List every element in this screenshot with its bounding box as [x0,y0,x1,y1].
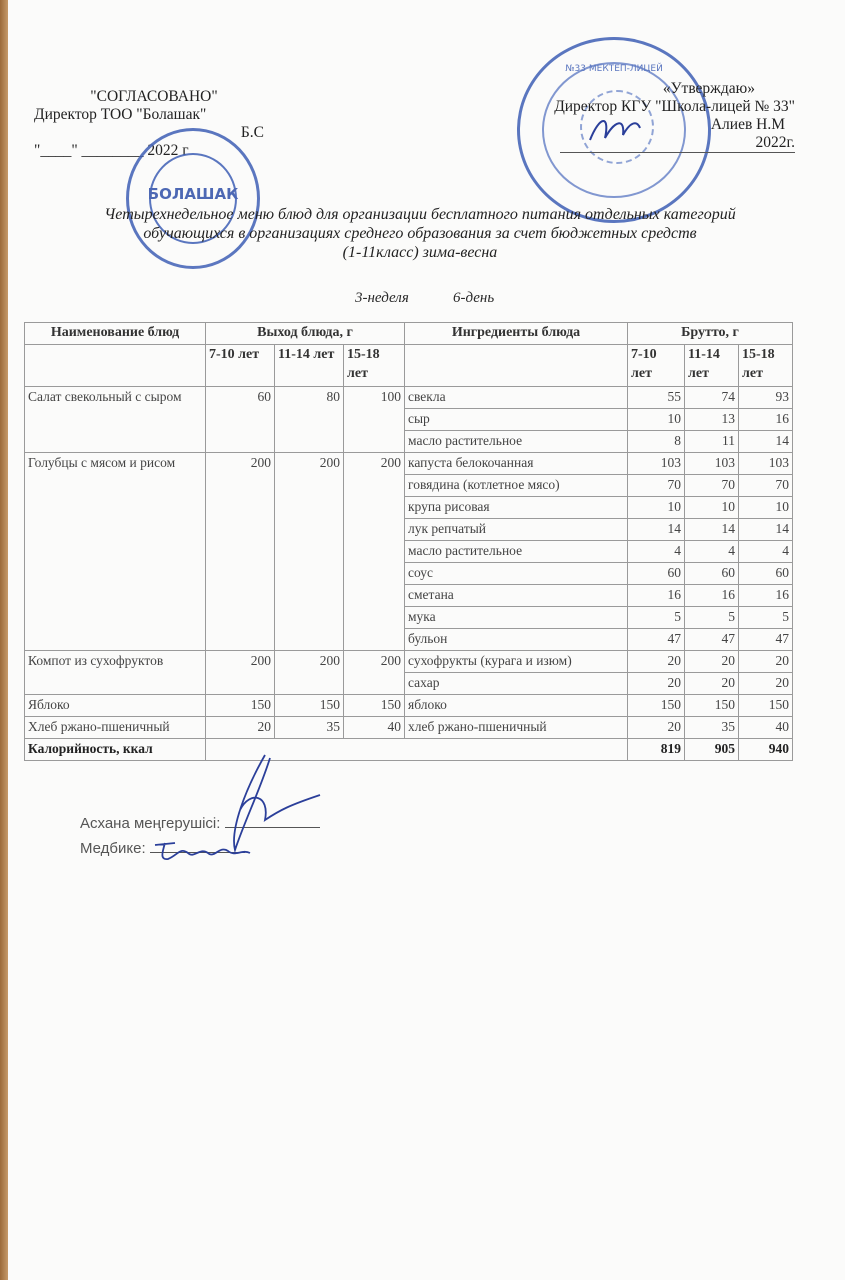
header-gross-age-3: 15-18 лет [739,345,793,387]
ingredient-gross-2: 5 [685,607,739,629]
ingredient-gross-1: 47 [628,629,685,651]
kitchen-head-text: Асхана меңгерушісі: [80,815,221,832]
document-title [60,205,780,262]
ingredient-gross-3: 4 [739,541,793,563]
ingredient-gross-2: 47 [685,629,739,651]
ingredient-gross-3: 20 [739,651,793,673]
stamp-bolashak-text: БОЛАШАК [147,185,239,203]
ingredient-gross-1: 20 [628,651,685,673]
approval-left-name: Б.С [240,124,264,141]
ingredient-gross-3: 70 [739,475,793,497]
ingredient-gross-2: 150 [685,695,739,717]
week-label: 3-неделя [355,290,409,306]
ingredient-gross-2: 11 [685,431,739,453]
ingredient-gross-3: 5 [739,607,793,629]
header-output-age-1: 7-10 лет [206,345,275,387]
header-output-age-2: 11-14 лет [275,345,344,387]
approval-right [530,80,795,153]
director-signature [585,110,645,150]
approval-right-position: Директор КГУ "Школа-лицей № 33" [554,98,795,115]
ingredient-gross-2: 13 [685,409,739,431]
ingredient-gross-3: 14 [739,431,793,453]
ingredient-gross-3: 10 [739,497,793,519]
ingredient-gross-2: 35 [685,717,739,739]
dish-output-2: 200 [275,453,344,651]
nurse-signature [150,835,260,865]
ingredient-gross-3: 60 [739,563,793,585]
ingredient-gross-1: 20 [628,673,685,695]
ingredient-name: говядина (котлетное мясо) [405,475,628,497]
ingredient-gross-1: 5 [628,607,685,629]
ingredient-name: сухофрукты (курага и изюм) [405,651,628,673]
ingredient-name: капуста белокочанная [405,453,628,475]
approval-left-heading: "СОГЛАСОВАНО" [90,88,218,105]
ingredient-gross-1: 10 [628,497,685,519]
ingredient-name: сахар [405,673,628,695]
ingredient-gross-1: 8 [628,431,685,453]
dish-output-3: 200 [344,453,405,651]
ingredient-gross-2: 20 [685,673,739,695]
ingredient-gross-3: 93 [739,387,793,409]
approval-right-name: Алиев Н.М [710,116,785,133]
calories-value-2: 905 [685,739,739,761]
ingredient-gross-1: 16 [628,585,685,607]
dish-output-2: 200 [275,651,344,695]
title-line-2: обучающихся в организациях среднего образования за счет бюджетных средств [143,225,697,242]
ingredient-gross-3: 20 [739,673,793,695]
ingredient-name: крупа рисовая [405,497,628,519]
calories-value-3: 940 [739,739,793,761]
header-gross: Брутто, г [628,323,793,345]
title-line-3: (1-11класс) зима-весна [342,244,498,261]
ingredient-gross-3: 47 [739,629,793,651]
approval-left-position: Директор ТОО "Болашак" [34,106,207,123]
dish-output-3: 200 [344,651,405,695]
header-gross-age-1: 7-10 лет [628,345,685,387]
dish-output-2: 80 [275,387,344,453]
ingredient-name: сметана [405,585,628,607]
ingredient-gross-2: 14 [685,519,739,541]
ingredient-gross-1: 70 [628,475,685,497]
ingredient-name: хлеб ржано-пшеничный [405,717,628,739]
header-ingredients: Ингредиенты блюда [405,323,628,345]
dish-name: Яблоко [25,695,206,717]
ingredient-gross-1: 150 [628,695,685,717]
ingredient-name: масло растительное [405,431,628,453]
dish-output-2: 35 [275,717,344,739]
ingredient-gross-1: 103 [628,453,685,475]
ingredient-gross-3: 14 [739,519,793,541]
menu-table [24,322,793,761]
ingredient-gross-2: 74 [685,387,739,409]
dish-name: Компот из сухофруктов [25,651,206,695]
table-row [25,695,793,717]
ingredient-name: бульон [405,629,628,651]
ingredient-name: соус [405,563,628,585]
ingredient-name: лук репчатый [405,519,628,541]
dish-output-1: 60 [206,387,275,453]
ingredient-gross-1: 14 [628,519,685,541]
approval-right-heading: «Утверждаю» [662,80,755,97]
ingredient-name: мука [405,607,628,629]
ingredient-gross-2: 10 [685,497,739,519]
calories-value-1: 819 [628,739,685,761]
ingredient-name: свекла [405,387,628,409]
ingredient-gross-2: 16 [685,585,739,607]
title-line-1: Четырехнедельное меню блюд для организации бесплатного питания отдельных категорий [104,206,736,223]
ingredient-gross-3: 16 [739,409,793,431]
header-output: Выход блюда, г [206,323,405,345]
ingredient-gross-2: 60 [685,563,739,585]
ingredient-gross-2: 70 [685,475,739,497]
ingredient-gross-1: 60 [628,563,685,585]
ingredient-name: масло растительное [405,541,628,563]
ingredient-gross-3: 16 [739,585,793,607]
table-row [25,453,793,475]
ingredient-gross-2: 103 [685,453,739,475]
header-dish: Наименование блюд [25,323,206,345]
ingredient-gross-1: 10 [628,409,685,431]
header-output-age-3: 15-18 лет [344,345,405,387]
dish-output-3: 150 [344,695,405,717]
page-edge [0,0,8,1280]
stamp-school-text: №33 МЕКТЕП-ЛИЦЕЙ [565,64,663,74]
ingredient-gross-1: 20 [628,717,685,739]
ingredient-gross-1: 55 [628,387,685,409]
ingredient-gross-3: 40 [739,717,793,739]
nurse-text: Медбике: [80,840,146,857]
approval-left-date: "____" ________ 2022 г [34,142,189,159]
ingredient-name: яблоко [405,695,628,717]
ingredient-gross-3: 150 [739,695,793,717]
dish-name: Салат свекольный с сыром [25,387,206,453]
header-gross-age-2: 11-14 лет [685,345,739,387]
dish-output-1: 200 [206,651,275,695]
day-label: 6-день [453,290,495,306]
ingredient-gross-2: 20 [685,651,739,673]
ingredient-name: сыр [405,409,628,431]
dish-output-2: 150 [275,695,344,717]
dish-output-1: 200 [206,453,275,651]
table-row [25,717,793,739]
menu-table-body [25,387,793,739]
dish-output-3: 40 [344,717,405,739]
ingredient-gross-1: 4 [628,541,685,563]
ingredient-gross-3: 103 [739,453,793,475]
dish-output-1: 150 [206,695,275,717]
calories-label: Калорийность, ккал [25,739,206,761]
dish-output-3: 100 [344,387,405,453]
table-row [25,651,793,673]
calories-row [25,739,793,761]
ingredient-gross-2: 4 [685,541,739,563]
dish-output-1: 20 [206,717,275,739]
approval-right-date: 2022г. [560,134,795,153]
dish-name: Голубцы с мясом и рисом [25,453,206,651]
dish-name: Хлеб ржано-пшеничный [25,717,206,739]
table-row [25,387,793,409]
